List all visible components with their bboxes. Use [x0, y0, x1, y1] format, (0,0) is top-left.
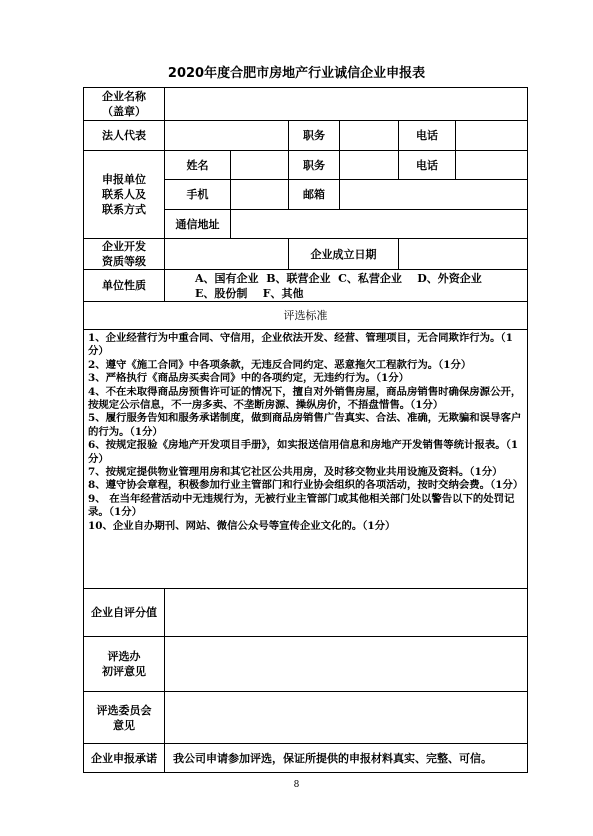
company-name-field[interactable] — [164, 87, 528, 121]
contact-phone-label: 电话 — [398, 150, 456, 180]
criteria-header: 评选标准 — [83, 301, 528, 330]
established-date-label: 企业成立日期 — [288, 238, 399, 270]
contact-name-field[interactable] — [230, 150, 289, 180]
criteria-item: 9、 在当年经营活动中无违规行为，无被行业主管部门或其他相关部门处以警告以下的处罚记录。（1分） — [88, 492, 515, 519]
company-name-label: 企业名称 （盖章） — [83, 87, 165, 121]
contact-mobile-label: 手机 — [164, 179, 231, 210]
commitment-label: 企业申报承诺 — [83, 743, 165, 773]
criteria-item: 4、不在未取得商品房预售许可证的情况下，擅自对外销售房屋，商品房销售时确保房源公开，按规定公示信息，不一房多卖、不垄断房源、操纵房价，不捂盘惜售。（1分） — [88, 385, 522, 412]
contact-name-label: 姓名 — [164, 150, 231, 180]
contact-phone-field[interactable] — [455, 150, 528, 180]
established-date-field[interactable] — [398, 238, 528, 270]
criteria-item: 1、企业经营行为中重合同、守信用，企业依法开发、经营、管理项目，无合同欺诈行为。（1分） — [88, 332, 513, 358]
self-score-field[interactable] — [164, 588, 528, 637]
contact-email-field[interactable] — [339, 179, 528, 210]
document-title: 2020年度合肥市房地产行业诚信企业申报表 — [167, 66, 426, 81]
unit-nature-options-line2: E、股份制 F、其他 — [195, 286, 304, 300]
legal-rep-label: 法人代表 — [83, 120, 165, 151]
criteria-item: 8、遵守协会章程，积极参加行业主管部门和行业协会组织的各项活动，按时交纳会费。（1分） — [88, 479, 524, 492]
contact-position-field[interactable] — [339, 150, 399, 180]
legal-rep-phone-field[interactable] — [455, 120, 528, 151]
contact-address-label: 通信地址 — [164, 209, 231, 239]
criteria-item: 2、遵守《施工合同》中各项条款，无违反合同约定、恶意拖欠工程款行为。（1分） — [88, 358, 472, 371]
office-opinion-label: 评选办 初评意见 — [83, 636, 165, 692]
committee-opinion-field[interactable] — [164, 691, 528, 744]
application-form — [83, 87, 528, 773]
self-score-label: 企业自评分值 — [83, 588, 165, 637]
unit-nature-options-line1: A、国有企业 B、联营企业 C、私营企业 D、外资企业 — [195, 271, 482, 285]
contact-group-label: 申报单位 联系人及 联系方式 — [83, 150, 165, 239]
criteria-list — [83, 329, 528, 589]
criteria-item: 3、严格执行《商品房买卖合同》中的各项约定，无违约行为。（1分） — [88, 372, 409, 385]
contact-mobile-field[interactable] — [230, 179, 289, 210]
contact-address-field[interactable] — [230, 209, 528, 239]
criteria-item: 10、企业自办期刊、网站、微信公众号等宣传企业文化的。（1分） — [88, 519, 396, 532]
contact-position-label: 职务 — [288, 150, 340, 180]
criteria-item: 5、履行服务告知和服务承诺制度，做到商品房销售广告真实、合法、准确，无欺骗和误导客户的行为。（1分） — [88, 412, 522, 438]
page-number: 8 — [293, 780, 300, 790]
legal-rep-phone-label: 电话 — [398, 120, 456, 151]
criteria-item: 6、按规定报验《房地产开发项目手册》，如实报送信用信息和房地产开发销售等统计报表。（1分） — [88, 439, 519, 465]
qualification-label: 企业开发 资质等级 — [83, 238, 165, 270]
qualification-field[interactable] — [164, 238, 289, 270]
unit-nature-label: 单位性质 — [83, 269, 165, 302]
unit-nature-options[interactable] — [164, 269, 528, 302]
legal-rep-position-label: 职务 — [288, 120, 340, 151]
commitment-text: 我公司申请参加评选，保证所提供的申报材料真实、完整、可信。 — [164, 743, 528, 773]
office-opinion-field[interactable] — [164, 636, 528, 692]
criteria-item: 7、按规定提供物业管理用房和其它社区公共用房，及时移交物业共用设施及资料。（1分） — [88, 466, 503, 479]
contact-email-label: 邮箱 — [288, 179, 340, 210]
legal-rep-field[interactable] — [164, 120, 289, 151]
committee-opinion-label: 评选委员会 意见 — [83, 691, 165, 744]
legal-rep-position-field[interactable] — [339, 120, 399, 151]
